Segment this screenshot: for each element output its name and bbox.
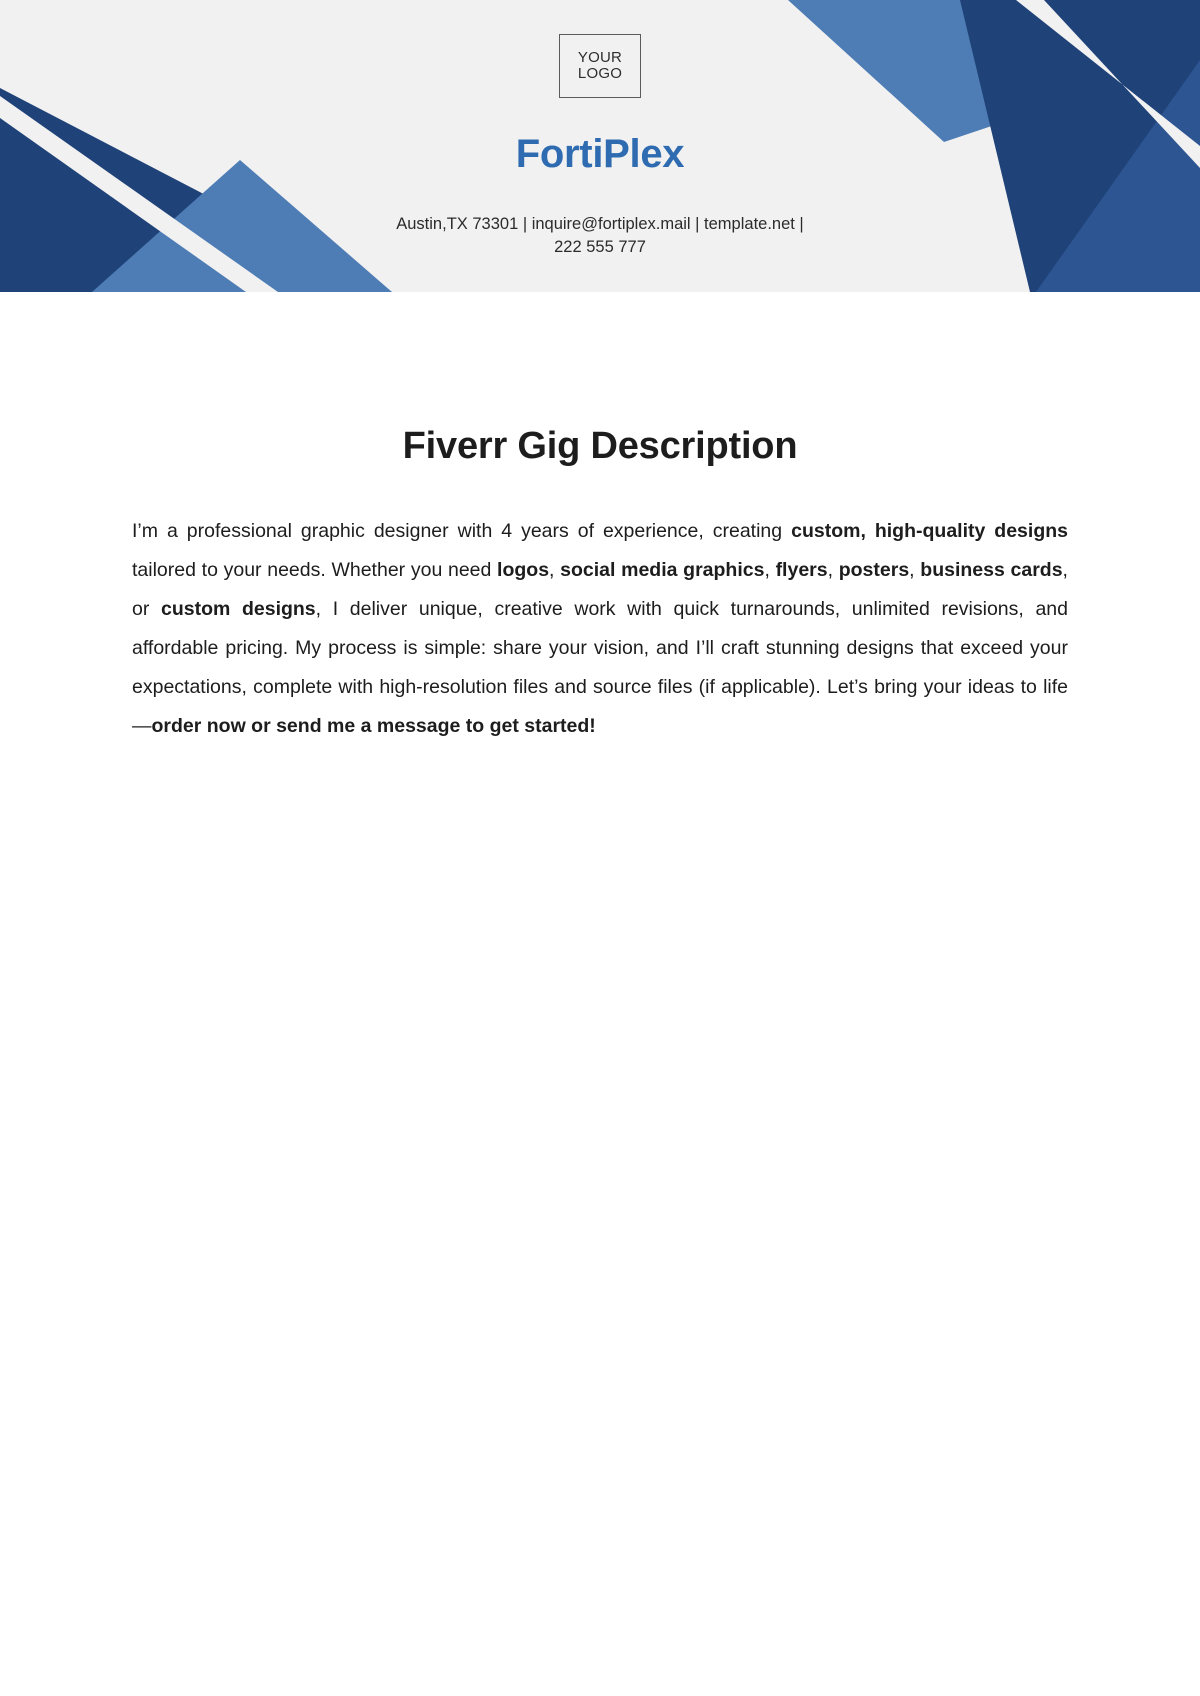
page-title: Fiverr Gig Description <box>402 425 798 468</box>
emphasis-text: flyers <box>775 559 828 581</box>
body-text: , <box>549 559 561 581</box>
emphasis-text: logos <box>497 559 550 581</box>
emphasis-text: order now or send me a message to get started! <box>151 715 596 737</box>
body-text: , <box>764 559 776 581</box>
company-contact-info: Austin,TX 73301 | inquire@fortiplex.mail | template.net | 222 555 777 <box>396 215 804 257</box>
body-text: , or <box>132 559 1068 620</box>
emphasis-text: posters <box>838 559 910 581</box>
logo-placeholder <box>559 34 641 98</box>
logo-line-1: YOUR <box>577 48 623 66</box>
letterhead-header <box>0 0 1200 292</box>
body-text: tailored to your needs. Whether you need <box>132 559 498 581</box>
body-text: , <box>827 559 839 581</box>
body-text: , <box>909 559 921 581</box>
body-text: I’m a professional graphic designer with 4 years of experience, creating <box>132 520 792 542</box>
company-name: FortiPlex <box>515 132 685 176</box>
header-content <box>0 0 1200 292</box>
emphasis-text: custom designs <box>160 598 316 620</box>
logo-line-2: LOGO <box>577 65 623 82</box>
emphasis-text: business cards <box>920 559 1063 581</box>
gig-description-paragraph <box>132 512 1068 746</box>
emphasis-text: custom, high-quality designs <box>791 520 1068 542</box>
body-text: , I deliver unique, creative work with quick turnarounds, unlimited revisions, and affordable pricing. My process is simple: share your vision, and I’ll craft stunning designs that exceed your expectations, complete with high-resolution files and source files (if applicable). Let’s bring your ideas to life— <box>132 598 1068 737</box>
emphasis-text: social media graphics <box>560 559 765 581</box>
